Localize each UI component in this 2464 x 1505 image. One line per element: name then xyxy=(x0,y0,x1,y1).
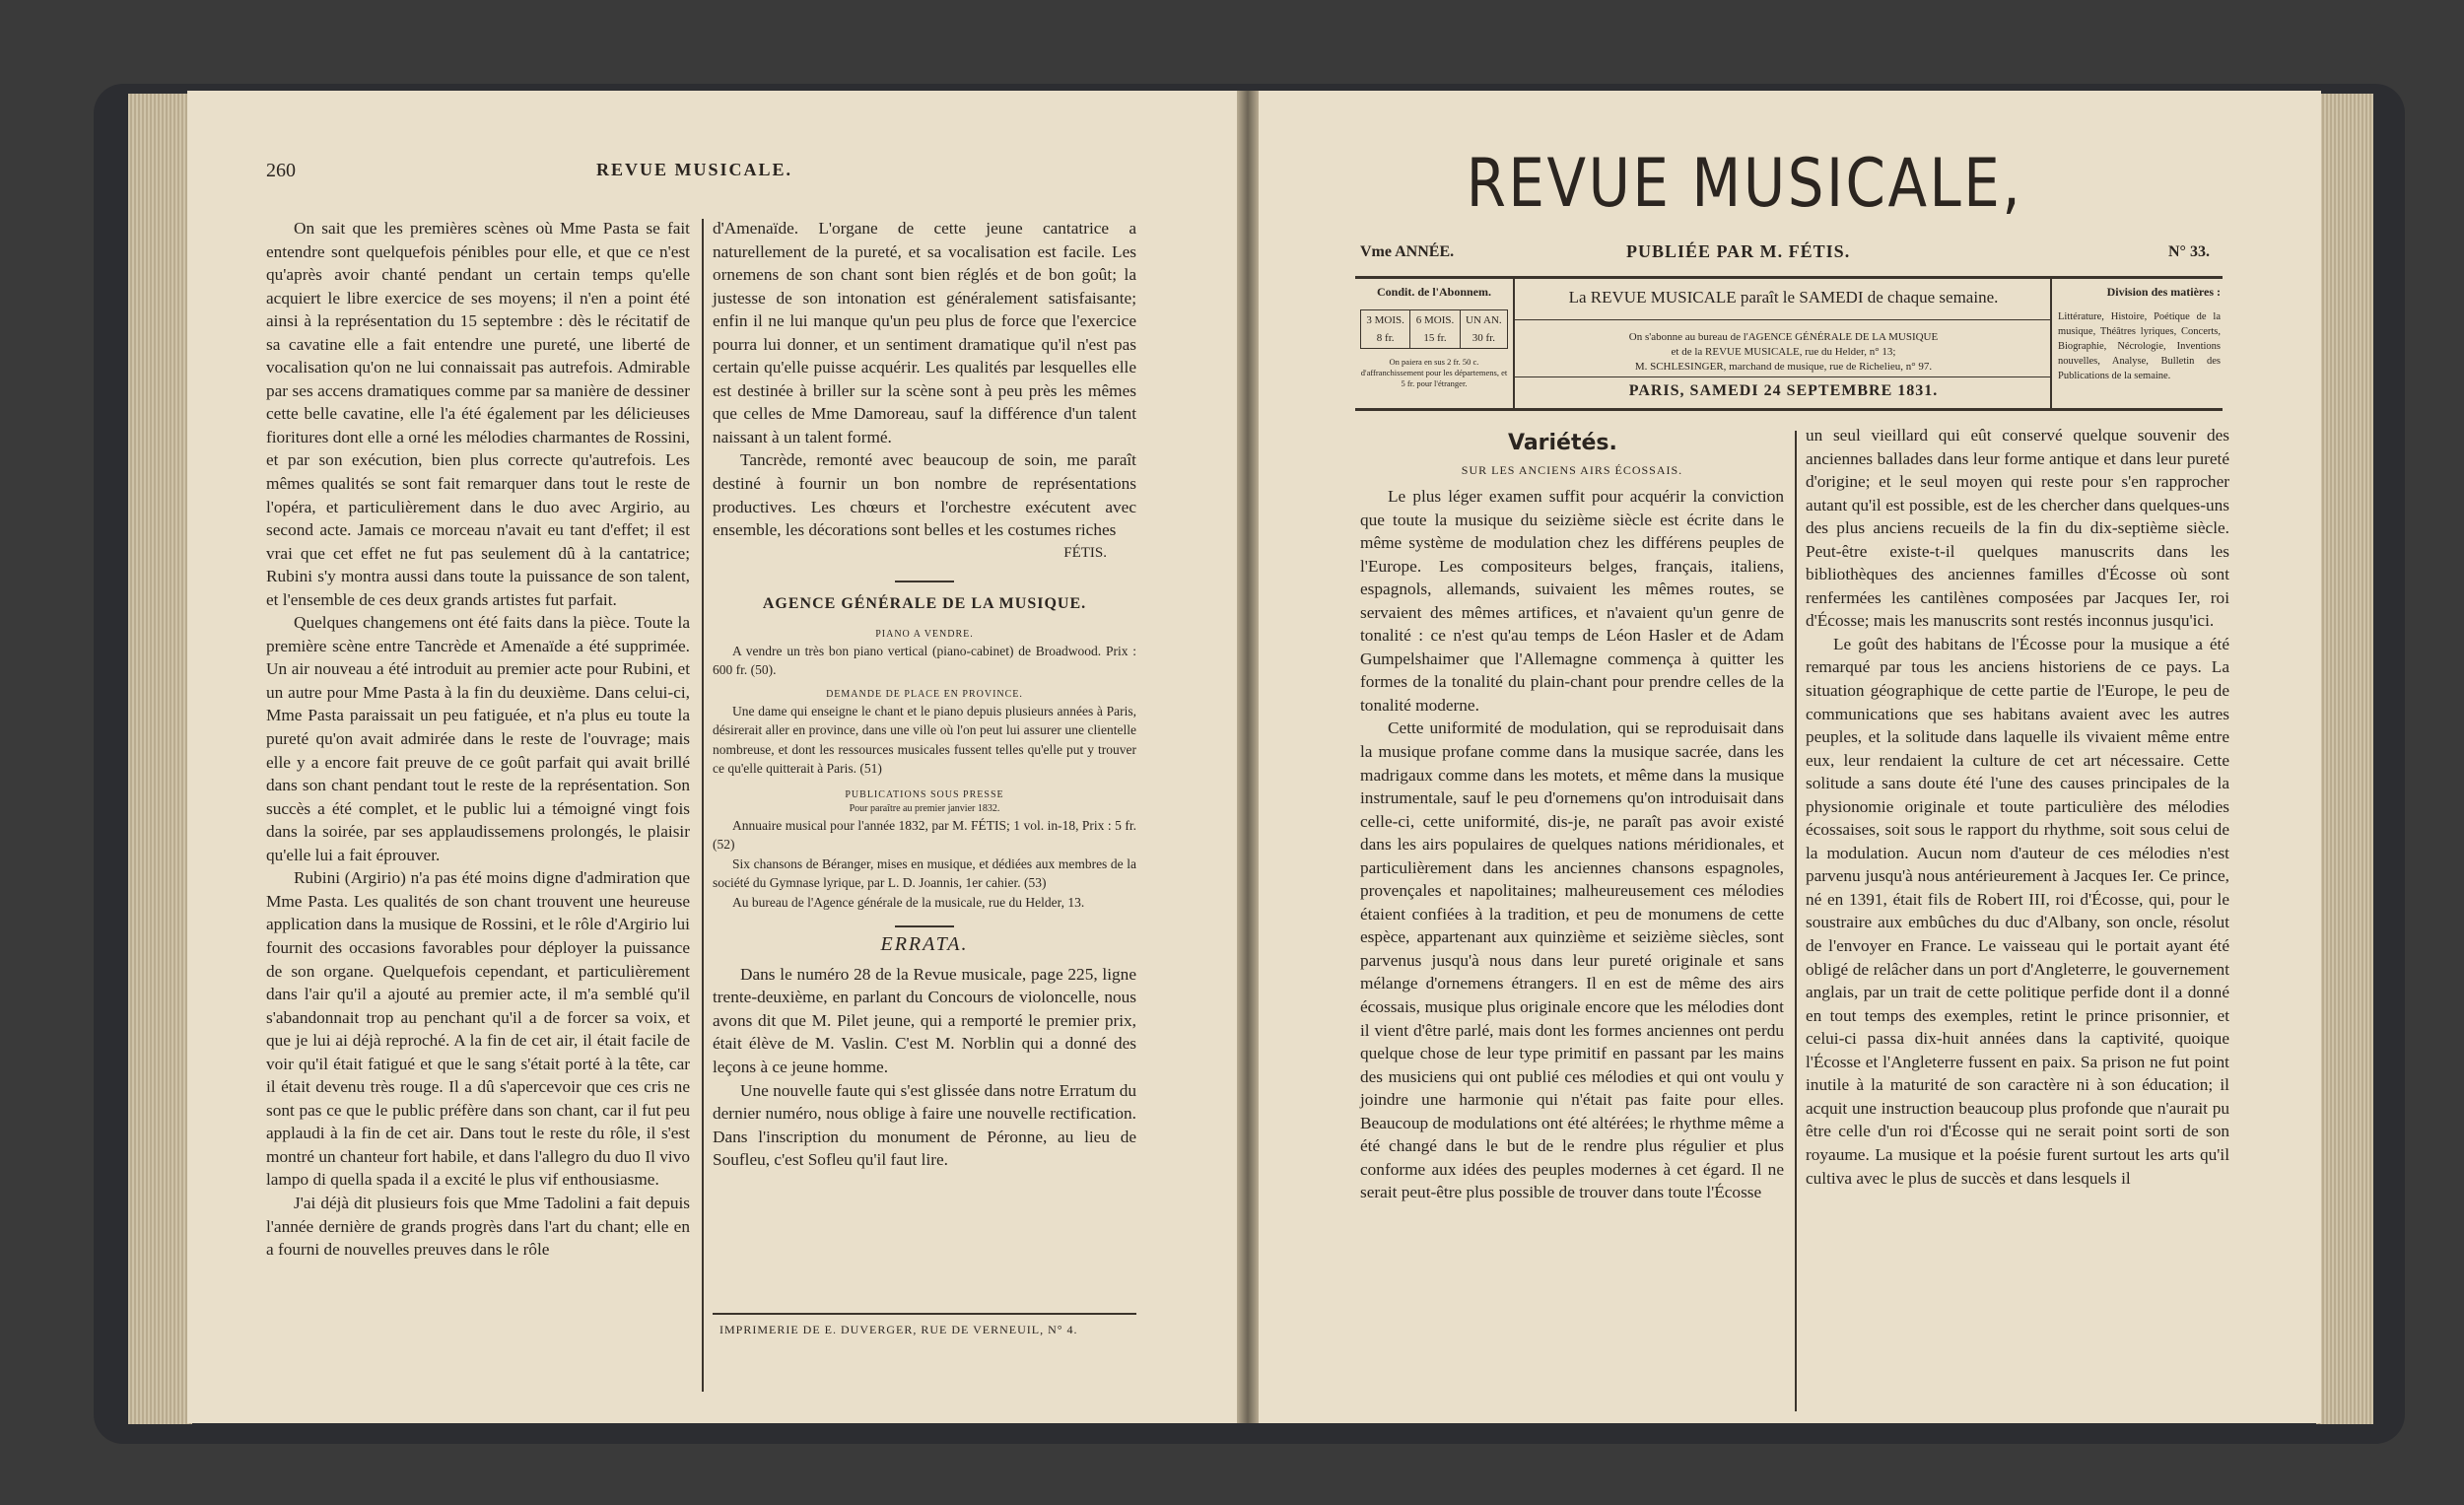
issue-date: PARIS, SAMEDI 24 SEPTEMBRE 1831. xyxy=(1628,382,1939,399)
paragraph: Quelques changemens ont été faits dans la pièce. Toute la première scène entre Tancrède et Amenaïde a été supprimée. Un air nouveau a été introduit au premier acte pour Rubini, et un autre pour Mme Pasta à la fin du deuxième. Dans celui-ci, Mme Pasta paraissait un peu fatiguée, et n'a plus eu toute la pureté qu'on avait admirée dans le reste de l'ouvrage; mais elle y a encore fait preuve de ce goût parfait qui avait brillé dans son chant pendant tout le reste de la représentation. Son succès a été complet, et le public lui a témoigné vingt fois dans la soirée, par ses applaudissemens prolongés, le plaisir qu'elle lui a fait éprouver. xyxy=(266,613,690,864)
section-title: Variétés. xyxy=(1508,431,1617,455)
errata-title: ERRATA. xyxy=(880,933,969,956)
paragraph: d'Amenaïde. L'organe de cette jeune cantatrice a naturellement de la pureté, et sa vocalisation est facile. Les ornemens de son chant sont bien réglés et de bon goût; la justesse de son intonation est généralement satisfaisante; enfin il ne lui manque qu'un peu plus de force que l'exercice pourra lui donner, et un sentiment dramatique qu'il n'est pas certain qu'elle puisse acquérir. Les qualités par lesquelles elle est destinée à briller sur la scène sont à peu près les mêmes que celles de Mme Damoreau, sauf la différence d'un talent naissant à un talent formé. xyxy=(713,219,1136,446)
right-page xyxy=(1252,91,2321,1423)
page-edges-left xyxy=(128,94,192,1424)
signature: FÉTIS. xyxy=(1063,544,1107,561)
division-title: Division des matières : xyxy=(2106,285,2221,299)
article-subtitle: SUR LES ANCIENS AIRS ÉCOSSAIS. xyxy=(1461,463,1683,477)
table-cell: 3 MOIS. 8 fr. xyxy=(1361,310,1410,349)
column-rule xyxy=(702,219,704,1392)
paragraph: Le goût des habitans de l'Écosse pour la musique a été remarqué par tous les anciens historiens de ce pays. La situation géographique de cette partie de l'Europe, le peu de communications que ses habitans avaient avec les autres peuples, et la solitude dans laquelle ils vivaient même entre eux, leur rendaient la culture de cet art nécessaire. Cette solitude a sans doute été l'une des causes principales de la physionomie originale et toute particulière des mélodies écossaises, soit sous le rapport du rhythme, soit sous celui de la modulation. Aucun nom d'auteur de ces mélodies n'est parvenu jusqu'à nous antérieurement à Jacques Ier. Ce prince, né en 1391, était fils de Robert III, roi d'Écosse, qui, pour le soustraire aux embûches du duc d'Albany, son oncle, résolut de l'envoyer en France. Le vaisseau qui le portait ayant été obligé de relâcher dans un port d'Angleterre, le gouvernement anglais, par un trait de cette politique perfide dont il a donné en tout temps des exemples, retint le prince prisonnier, et celui-ci passa dix-huit années dans la captivité, quoique l'Écosse et l'Angleterre fussent en paix. Sa prison ne fut point inutile à la maturité de son caractère ni à son éducation; il acquit une instruction beaucoup plus profonde que n'aurait pu être celle d'un roi d'Écosse qui ne serait point sorti de son royaume. La musique et la poésie furent surtout les arts qu'il cultiva avec le plus de succès et dans lesquels il xyxy=(1806,634,2229,1188)
paragraph: J'ai déjà dit plusieurs fois que Mme Tadolini a fait depuis l'année dernière de grands progrès dans l'art du chant; elle en a fourni de nouvelles preuves dans le rôle xyxy=(266,1193,690,1260)
table-cell: UN AN. 30 fr. xyxy=(1460,310,1507,349)
publisher: PUBLIÉE PAR M. FÉTIS. xyxy=(1626,241,1851,261)
publications-subheading: Pour paraître au premier janvier 1832. xyxy=(849,802,1000,814)
bureau-line: On s'abonne au bureau de l'AGENCE GÉNÉRALE DE LA MUSIQUE xyxy=(1628,331,1939,343)
imprint-rule xyxy=(713,1313,1136,1315)
paragraph: Tancrède, remonté avec beaucoup de soin, me paraît destiné à fournir un bon nombre de représentations productives. Les chœurs et l'orchestre exécutent avec ensemble, les décorations sont belles et les costumes riches xyxy=(713,450,1136,540)
abonnement-title: Condit. de l'Abonnem. xyxy=(1376,285,1492,299)
book-gutter xyxy=(1237,91,1259,1423)
paragraph: On sait que les premières scènes où Mme Pasta se fait entendre sont quelquefois pénibles pour elle, et que ce n'est qu'après avoir chanté pendant un certain temps qu'elle acquiert le libre exercice de ses moyens; il n'en a point été ainsi à la représentation du 15 septembre : dès le récitatif de sa cavatine elle a fait entendre une pureté, une liberté de vocalisation qu'on ne lui connaissait pas autrefois. Admirable par ses accens dramatiques comme par sa manière de dessiner cette belle cavatine, elle l'a été également par les délicieuses fioritures dont elle a orné les mélodies charmantes de Rossini, et par son exécution, bien plus correcte qu'autrefois. Les mêmes qualités se sont fait remarquer dans tout le reste de l'opéra, et particulièrement dans le duo avec Argirio, au second acte. Jamais ce morceau n'avait eu tant d'effet; il est vrai que cet effet ne fut pas seulement dû à la cantatrice; Rubini s'y montra aussi dans toute la puissance de son talent, et l'ensemble de ces deux grands artistes fut parfait. xyxy=(266,219,690,609)
abonnement-note: On paiera en sus 2 fr. 50 c. d'affranchissement pour les départemens, et 5 fr. pour l'étranger. xyxy=(1360,357,1508,388)
running-head: REVUE MUSICALE. xyxy=(596,160,793,179)
paragraph: Dans le numéro 28 de la Revue musicale, page 225, ligne trente-deuxième, en parlant du Concours de violoncelle, nous avons dit que M. Pilet jeune, qui a remporté le premier prix, était élève de M. Vaslin. C'est M. Norblin qui a donné des leçons à ce jeune homme. xyxy=(713,964,1136,1076)
publications-heading: PUBLICATIONS SOUS PRESSE xyxy=(845,788,1004,800)
bureau-address: Au bureau de l'Agence générale de la musicale, rue du Helder, 13. xyxy=(732,894,1085,910)
paragraph: Rubini (Argirio) n'a pas été moins digne d'admiration que Mme Pasta. Les qualités de son chant trouvent une heureuse application dans la musique de Rossini, et le rôle d'Argirio lui fournit des occasions favorables pour déployer la puissance de son organe. Quelquefois cependant, et particulièrement dans l'air qu'il a ajouté au premier acte, il m'a semblé qu'il s'abandonnait trop au penchant qu'il a de forcer sa voix, et que je lui ai déjà reproché. A la fin de cet air, il était facile de voir qu'il était fatigué et que le sang s'était porté à la tête, car il était devenu très rouge. Il a dû s'apercevoir que ces cris ne sont pas ce que le public préfère dans son chant, car il fut peu applaudi à la fin de cet air. Dans tout le reste du rôle, il s'est montré un chanteur fort habile, et dans l'allegro du duo Il vivo lampo di quella spada il a excité le plus vif enthousiasme. xyxy=(266,868,690,1190)
right-column-2 xyxy=(1806,424,2229,1190)
rule xyxy=(1515,376,2050,377)
imprint: IMPRIMERIE DE E. DUVERGER, RUE DE VERNEUIL, N° 4. xyxy=(719,1323,1078,1336)
paragraph: Cette uniformité de modulation, qui se reproduisait dans la musique profane comme dans la musique sacrée, dans les madrigaux comme dans les motets, et même dans la musique instrumentale, sauf le peu d'ornemens qu'on introduisait dans celle-ci, cette uniformité, dis-je, ne paraît pas avoir existé dans les airs populaires de quelques nations méridionales, et particulièrement dans les anciennes chansons espagnoles, provençales et napolitaines; malheureusement ces mélodies étaient confiées à la tradition, et peu de monumens de cette espèce, appartenant aux quinzième et seizième siècles, sont parvenus jusqu'à nous dans leur pureté originale et sans mélange d'ornemens étrangers. Il en est de même des airs écossais, musique plus originale encore que les mélodies dont il vient d'être parlé, mais dont les formes anciennes ont perdu quelque chose de leur type primitif en passant par les mains des musiciens qui ont publié ces mélodies et qui ont voulu y joindre une harmonie qui n'était pas faite pour elles. Beaucoup de modulations ont été altérées; le rhythme même a été changé dans le but de le rendre plus régulier et plus conforme aux idées des peuples modernes à cet égard. Il ne serait peut-être plus possible de trouver dans toute l'Écosse xyxy=(1360,718,1784,1202)
publication-item: Six chansons de Béranger, mises en musique, et dédiées aux membres de la société du Gymnase lyrique, par L. D. Joannis, 1er cahier. (53) xyxy=(713,855,1136,891)
left-column-2 xyxy=(713,217,1136,1172)
paragraph: un seul vieillard qui eût conservé quelque souvenir des anciennes ballades dans leur forme antique et dans leur pureté d'origine; et le seul moyen qui reste pour s'en rapprocher autant qu'il est possible, est de les chercher dans quelques-uns des plus anciens recueils de la fin du dix-septième siècle. Peut-être existe-t-il quelques manuscrits dans les bibliothèques des anciennes familles d'Écosse où sont renfermées les cantilènes composées par Jacques Ier, roi d'Écosse; mais les manuscrits sont restés inconnus jusqu'ici. xyxy=(1806,426,2229,631)
agence-title: AGENCE GÉNÉRALE DE LA MUSIQUE. xyxy=(762,595,1087,613)
left-page xyxy=(187,91,1242,1423)
header-divider xyxy=(2050,278,2052,408)
page-number: 260 xyxy=(266,160,296,181)
publication-item: Annuaire musical pour l'année 1832, par M. FÉTIS; 1 vol. in-18, Prix : 5 fr. (52) xyxy=(713,817,1136,853)
right-column-1 xyxy=(1360,485,1784,1204)
demande-text: Une dame qui enseigne le chant et le piano depuis plusieurs années à Paris, désirerait aller en province, dans une ville où l'on peut lui assurer une clientelle nombreuse, et dont les ressources musicales fussent telles qu'elle put y trouver ce qu'elle quitterait à Paris. (51) xyxy=(713,703,1136,777)
rule xyxy=(1515,319,2050,320)
bureau-line: et de la REVUE MUSICALE, rue du Helder, n° 13; xyxy=(1671,346,1896,358)
table-cell: 6 MOIS. 15 fr. xyxy=(1410,310,1460,349)
header-rule-top xyxy=(1355,276,2223,279)
left-column-1 xyxy=(266,217,690,1262)
divider xyxy=(895,925,954,927)
paragraph: Le plus léger examen suffit pour acquérir la conviction que toute la musique du seizième siècle est écrite dans le même système de modulation chez les différens peuples de l'Europe. Les compositeurs belges, français, italiens, espagnols, allemands, suivaient les mêmes routes, se servaient des mêmes artifices, et n'avaient qu'un genre de tonalité : ce n'est qu'au temps de Léon Hasler et de Adam Gumpelshaimer que l'Allemagne commença à quitter les formes de la tonalité du plain-chant pour prendre celles de la tonalité moderne. xyxy=(1360,487,1784,715)
demande-heading: DEMANDE DE PLACE EN PROVINCE. xyxy=(826,688,1023,700)
abonnement-table xyxy=(1360,309,1508,349)
year: Vme ANNÉE. xyxy=(1360,243,1455,260)
header-divider xyxy=(1513,278,1515,408)
bureau-line: M. SCHLESINGER, marchand de musique, rue de Richelieu, n° 97. xyxy=(1634,361,1933,373)
masthead: REVUE MUSICALE, xyxy=(1466,145,2023,223)
piano-text: A vendre un très bon piano vertical (piano-cabinet) de Broadwood. Prix : 600 fr. (50). xyxy=(713,643,1136,678)
page-edges-right xyxy=(2316,94,2373,1424)
weekly-notice: La REVUE MUSICALE paraît le SAMEDI de chaque semaine. xyxy=(1568,288,1999,307)
division-text: Littérature, Histoire, Poétique de la musique, Théâtres lyriques, Concerts, Biographie, Nécrologie, Inventions nouvelles, Analyse, Bulletin des Publications de la semaine. xyxy=(2058,311,2221,381)
paragraph: Une nouvelle faute qui s'est glissée dans notre Erratum du dernier numéro, nous oblige à faire une nouvelle rectification. Dans l'inscription du monument de Péronne, au lieu de Soufleu, c'est Sofleu qu'il faut lire. xyxy=(713,1080,1136,1170)
divider xyxy=(895,581,954,582)
header-rule-bottom xyxy=(1355,408,2223,411)
column-rule xyxy=(1795,431,1797,1411)
piano-heading: PIANO A VENDRE. xyxy=(875,628,974,640)
issue-number: N° 33. xyxy=(2168,243,2210,260)
